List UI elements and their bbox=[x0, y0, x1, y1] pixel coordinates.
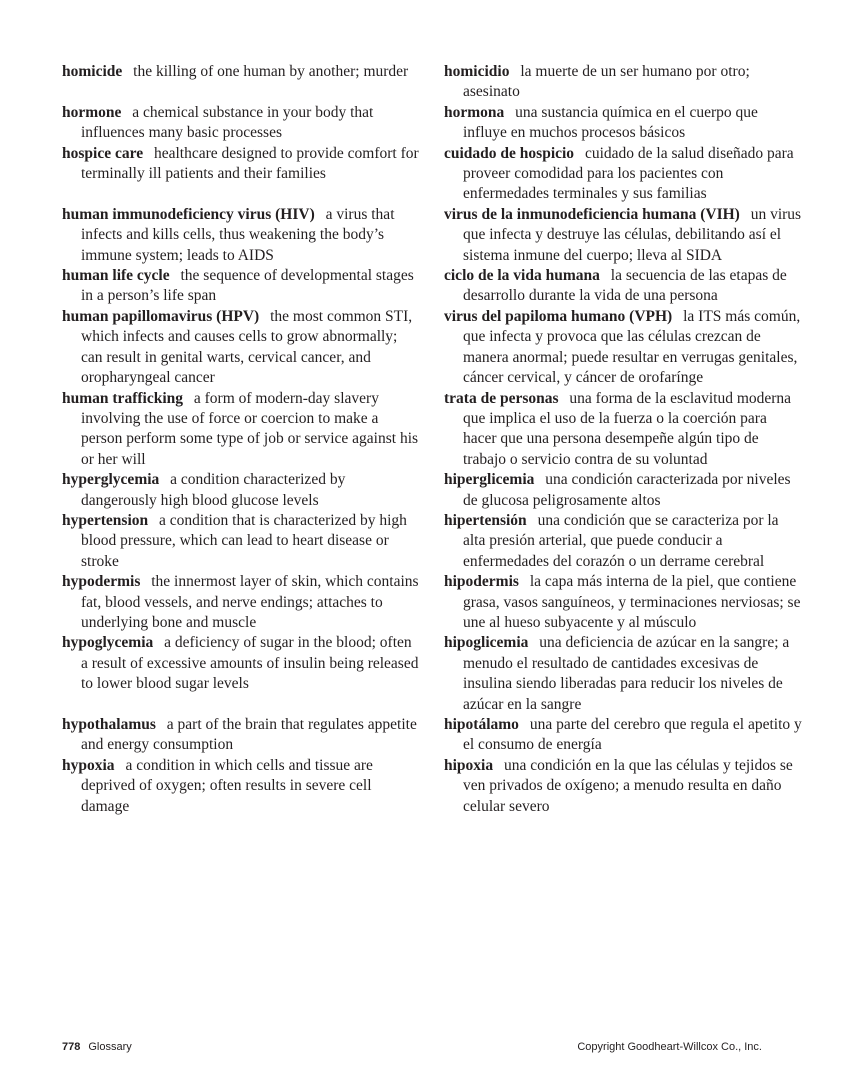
definition-en: a condition in which cells and tissue are deprived of oxygen; often results in severe cell damage bbox=[81, 756, 373, 815]
page-number: 778 bbox=[62, 1041, 81, 1053]
term-es: virus del papiloma humano (VPH) bbox=[444, 307, 673, 325]
glossary-entry-es bbox=[444, 144, 803, 205]
glossary-entry-row bbox=[62, 470, 803, 511]
section-name: Glossary bbox=[88, 1041, 132, 1053]
glossary-entry-en bbox=[62, 266, 419, 307]
term-en: hypoglycemia bbox=[62, 634, 154, 652]
glossary-entry-en bbox=[62, 62, 419, 82]
glossary-entry-en bbox=[62, 511, 419, 572]
term-en: hospice care bbox=[62, 144, 144, 162]
term-es: homicidio bbox=[444, 63, 510, 80]
term-es: hiperglicemia bbox=[444, 471, 535, 489]
glossary-entry-row bbox=[62, 715, 803, 756]
term-es: ciclo de la vida humana bbox=[444, 267, 600, 285]
page-footer bbox=[62, 1041, 762, 1053]
glossary-entry-es bbox=[444, 266, 803, 307]
glossary-entry-es bbox=[444, 205, 803, 266]
glossary-entry-row bbox=[62, 103, 803, 144]
term-es: trata de personas bbox=[444, 389, 559, 407]
glossary-entry-row bbox=[62, 572, 803, 633]
definition-es: cuidado de la salud diseñado para proveer comodidad para los pacientes con enfermedades terminales y sus familias bbox=[463, 144, 794, 203]
glossary-entry-en bbox=[62, 572, 419, 633]
glossary-entry-es bbox=[444, 756, 803, 817]
term-es: hormona bbox=[444, 103, 505, 121]
glossary-entry-row bbox=[62, 633, 803, 715]
definition-en: the sequence of developmental stages in a person’s life span bbox=[81, 267, 414, 305]
glossary-entry-en bbox=[62, 103, 419, 144]
definition-es: la capa más interna de la piel, que contiene grasa, vasos sanguíneos, y terminaciones nerviosas; se une al hueso subyacente y al músculo bbox=[463, 573, 801, 631]
definition-en: a deficiency of sugar in the blood; often a result of excessive amounts of insulin being released to lower blood sugar levels bbox=[81, 634, 419, 693]
term-en: human immunodeficiency virus (HIV) bbox=[62, 205, 315, 223]
glossary-entry-es bbox=[444, 389, 803, 471]
term-en: hypothalamus bbox=[62, 716, 156, 733]
term-es: hipoxia bbox=[444, 756, 494, 774]
glossary-entry-row bbox=[62, 62, 803, 103]
glossary-entry-es bbox=[444, 511, 803, 572]
glossary-entry-es bbox=[444, 715, 803, 756]
glossary-entry-en bbox=[62, 389, 419, 471]
definition-es: una condición que se caracteriza por la alta presión arterial, que puede conducir a enfermedades del corazón o un derrame cerebral bbox=[463, 511, 779, 570]
glossary-entry-es bbox=[444, 572, 803, 633]
glossary-entry-en bbox=[62, 633, 419, 694]
definition-es: la muerte de un ser humano por otro; asesinato bbox=[463, 63, 750, 101]
term-en: hormone bbox=[62, 103, 122, 121]
term-en: hypertension bbox=[62, 511, 149, 529]
glossary-entry-row bbox=[62, 511, 803, 572]
glossary-entry-row bbox=[62, 307, 803, 389]
glossary-entry-es bbox=[444, 62, 803, 103]
definition-es: una forma de la esclavitud moderna que implica el uso de la fuerza o la coerción para hacer que una persona desempeñe algún tipo de trabajo o servicio contra de su voluntad bbox=[463, 389, 792, 468]
glossary-entry-es bbox=[444, 307, 803, 389]
term-en: hypoxia bbox=[62, 756, 115, 774]
definition-en: a virus that infects and kills cells, thus weakening the body’s immune system; leads to AIDS bbox=[81, 205, 395, 264]
term-es: hipotálamo bbox=[444, 716, 519, 733]
glossary-entry-row bbox=[62, 389, 803, 471]
definition-en: a chemical substance in your body that influences many basic processes bbox=[81, 103, 374, 142]
glossary-entry-es bbox=[444, 103, 803, 144]
glossary-entry-en bbox=[62, 307, 419, 389]
definition-en: a condition characterized by dangerously high blood glucose levels bbox=[81, 471, 346, 509]
definition-en: healthcare designed to provide comfort for terminally ill patients and their families bbox=[81, 144, 419, 183]
definition-en: a part of the brain that regulates appetite and energy consumption bbox=[81, 716, 417, 754]
definition-en: a form of modern-day slavery involving the use of force or coercion to make a person perform some type of job or service against his or her will bbox=[81, 389, 419, 468]
term-es: hipertensión bbox=[444, 511, 527, 529]
glossary-entry-en bbox=[62, 756, 419, 817]
definition-es: una parte del cerebro que regula el apetito y el consumo de energía bbox=[463, 716, 802, 754]
term-es: virus de la inmunodeficiencia humana (VIH) bbox=[444, 205, 740, 223]
glossary-entry-es bbox=[444, 470, 803, 511]
definition-es: una deficiencia de azúcar en la sangre; a menudo el resultado de cantidades excesivas de insulina siendo liberadas para reducir los niveles de azúcar en la sangre bbox=[463, 634, 790, 713]
glossary-entry-en bbox=[62, 470, 419, 511]
glossary-entry-es bbox=[444, 633, 803, 715]
glossary-entry-row bbox=[62, 756, 803, 817]
definition-es: la ITS más común, que infecta y provoca que las células crezcan de manera anormal; puede resultar en verrugas genitales, cáncer cervical, y cáncer de orofarínge bbox=[463, 307, 801, 387]
glossary-entry-en bbox=[62, 205, 419, 266]
term-en: hyperglycemia bbox=[62, 471, 160, 489]
definition-es: una condición caracterizada por niveles de glucosa peligrosamente altos bbox=[463, 471, 791, 509]
glossary-columns bbox=[62, 62, 803, 817]
glossary-entry-row bbox=[62, 205, 803, 266]
glossary-entry-en bbox=[62, 144, 419, 185]
definition-es: la secuencia de las etapas de desarrollo durante la vida de una persona bbox=[463, 267, 787, 305]
definition-en: the most common STI, which infects and causes cells to grow abnormally; can result in genital warts, cervical cancer, and oropharyngeal cancer bbox=[81, 307, 413, 387]
definition-es: un virus que infecta y destruye las células, debilitando así el sistema inmune del cuerpo; lleva al SIDA bbox=[463, 205, 802, 264]
definition-en: the innermost layer of skin, which contains fat, blood vessels, and nerve endings; attaches to underlying bone and muscle bbox=[81, 573, 419, 631]
term-en: hypodermis bbox=[62, 573, 141, 591]
definition-es: una sustancia química en el cuerpo que influye en muchos procesos básicos bbox=[463, 103, 758, 142]
copyright-notice: Copyright Goodheart-Willcox Co., Inc. bbox=[577, 1041, 762, 1053]
term-es: hipoglicemia bbox=[444, 634, 529, 652]
glossary-entry-row bbox=[62, 266, 803, 307]
footer-left bbox=[62, 1041, 132, 1053]
term-en: human papillomavirus (HPV) bbox=[62, 307, 260, 325]
glossary-entry-en bbox=[62, 715, 419, 756]
term-en: homicide bbox=[62, 63, 123, 80]
term-es: hipodermis bbox=[444, 573, 519, 591]
term-en: human life cycle bbox=[62, 267, 170, 285]
term-en: human trafficking bbox=[62, 389, 183, 407]
glossary-entry-row bbox=[62, 144, 803, 205]
definition-en: a condition that is characterized by high blood pressure, which can lead to heart disease or stroke bbox=[81, 511, 407, 570]
definition-en: the killing of one human by another; murder bbox=[129, 63, 409, 80]
definition-es: una condición en la que las células y tejidos se ven privados de oxígeno; a menudo resulta en daño celular severo bbox=[463, 756, 793, 815]
term-es: cuidado de hospicio bbox=[444, 144, 575, 162]
